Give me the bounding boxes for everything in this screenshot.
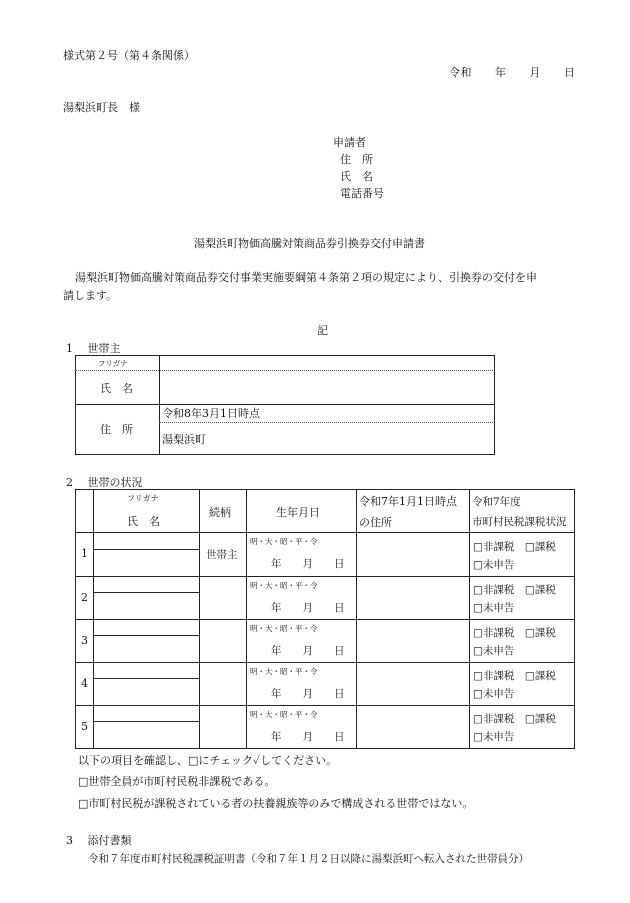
birth-ymd: 年 月 日 — [271, 602, 345, 614]
section1-heading: 1 世帯主 — [66, 342, 121, 355]
confirm-item-dependents[interactable]: □市町村民税が課税されている者の扶養親族等のみで構成される世帯ではない。 — [78, 797, 474, 810]
era-options: 明・大・昭・平・令 — [250, 624, 318, 633]
birth-ymd: 年 月 日 — [271, 645, 345, 657]
form-number: 様式第２号（第４条関係） — [63, 49, 195, 62]
ki-label: 記 — [317, 324, 328, 337]
applicant-address-label: 住 所 — [340, 153, 373, 166]
col-header-address-1: 令和7年1月1日時点 — [359, 495, 457, 508]
body-line-1: 湯梨浜町物価高騰対策商品券交付事業実施要綱第４条第２項の規定により、引換券の交付を申 — [75, 271, 537, 284]
tax-options: □非課税 □課税 — [473, 713, 556, 725]
col-header-furigana: フリガナ — [127, 494, 159, 503]
householder-furigana-label: フリガナ — [98, 359, 128, 368]
addressee: 湯梨浜町長 様 — [63, 101, 140, 114]
era-options: 明・大・昭・平・令 — [250, 710, 318, 719]
householder-address-label: 住 所 — [100, 423, 133, 436]
tax-options: □非課税 □課税 — [473, 541, 556, 553]
col-header-address-2: の住所 — [359, 516, 392, 529]
row-number: 5 — [81, 720, 88, 733]
row-relation: 世帯主 — [206, 549, 238, 561]
document-title: 湯梨浜町物価高騰対策商品券引換券交付申請書 — [194, 237, 425, 250]
tax-unfiled: □未申告 — [473, 602, 515, 614]
section3-heading: 3 添付書類 — [66, 834, 132, 847]
confirm-intro: 以下の項目を確認し、□にチェック✓してください。 — [78, 754, 338, 767]
applicant-phone-label: 電話番号 — [340, 187, 384, 200]
applicant-label: 申請者 — [333, 136, 366, 149]
era-options: 明・大・昭・平・令 — [250, 667, 318, 676]
applicant-name-label: 氏 名 — [340, 170, 373, 183]
tax-options: □非課税 □課税 — [473, 584, 556, 596]
tax-options: □非課税 □課税 — [473, 627, 556, 639]
era-options: 明・大・昭・平・令 — [250, 537, 318, 546]
birth-ymd: 年 月 日 — [271, 731, 345, 743]
householder-town: 湯梨浜町 — [162, 433, 206, 446]
householder-as-of: 令和8年3月1日時点 — [162, 407, 260, 420]
col-header-relation: 続柄 — [209, 506, 231, 519]
tax-unfiled: □未申告 — [473, 645, 515, 657]
section2-heading: 2 世帯の状況 — [66, 476, 143, 489]
col-header-tax-1: 令和7年度 — [472, 496, 521, 508]
tax-options: □非課税 □課税 — [473, 670, 556, 682]
tax-unfiled: □未申告 — [473, 559, 515, 571]
section3-text: 令和７年度市町村民税課税証明書（令和７年１月２日以降に湯梨浜町へ転入された世帯員分） — [88, 853, 529, 865]
col-header-tax-2: 市町村民税課税状況 — [472, 516, 567, 528]
householder-name-label: 氏 名 — [100, 382, 133, 395]
date-line: 令和 年 月 日 — [449, 66, 576, 79]
row-number: 1 — [81, 547, 88, 560]
birth-ymd: 年 月 日 — [271, 688, 345, 700]
row-number: 2 — [81, 591, 88, 604]
tax-unfiled: □未申告 — [473, 731, 515, 743]
tax-unfiled: □未申告 — [473, 688, 515, 700]
col-header-name: 氏 名 — [127, 515, 160, 528]
era-options: 明・大・昭・平・令 — [250, 581, 318, 590]
confirm-item-nontaxable[interactable]: □世帯全員が市町村民税非課税である。 — [78, 775, 276, 788]
col-header-birth: 生年月日 — [276, 506, 320, 519]
row-number: 3 — [81, 634, 88, 647]
row-number: 4 — [81, 677, 88, 690]
birth-ymd: 年 月 日 — [271, 558, 345, 570]
body-line-2: 請します。 — [63, 289, 118, 302]
